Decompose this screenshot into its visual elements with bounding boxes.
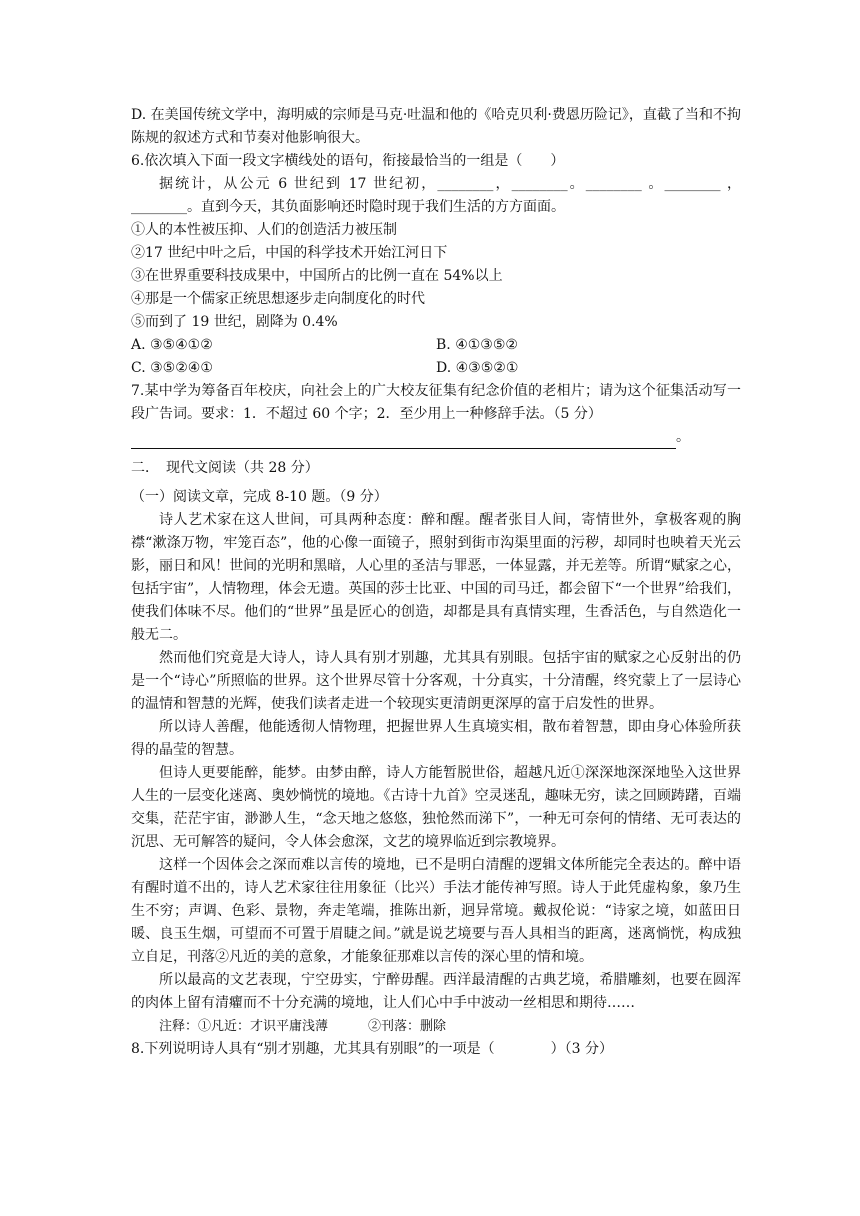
- spacer: [131, 449, 741, 457]
- article-paragraph: 诗人艺术家在这人世间，可具两种态度：醉和醒。醒者张目人间，寄情世外，拿极客观的胸襟“漱涤万物，牢笼百态”，他的心像一面镜子，照射到街市沟渠里面的污秽，却同时也映着天光云影，丽日和风！世间的光明和黑暗，人心里的圣洁与罪恶，一体显露，并无差等。所谓“赋家之心，包括宇宙”，人情物理，体会无遗。英国的莎士比亚、中国的司马迁，都会留下“一个世界”给我们，使我们体味不尽。他们的“世界”虽是匠心的创造，却都是具有真情实理，生香活色，与自然造化一般无二。: [131, 512, 741, 643]
- article-paragraph: 这样一个因体会之深而难以言传的境地，已不是明白清醒的逻辑文体所能完全表达的。醉中语有醒时道不出的，诗人艺术家往往用象征（比兴）手法才能传神写照。诗人于此凭虚构象，象乃生生不穷；声调、色彩、景物，奔走笔端，推陈出新，迥异常境。戴叔伦说：“诗家之境，如蓝田日暖、良玉生烟，可望而不可置于眉睫之间。”就是说艺境要与吾人具相当的距离，迷离惝恍，构成独立自足，刊落②凡近的美的意象，才能象征那难以言传的深心里的情和境。: [131, 857, 741, 965]
- q7-line-end: 。: [676, 429, 690, 445]
- q6-option-d: D. ④③⑤②①: [436, 360, 519, 376]
- q6-option-a: A. ③⑤④①②: [131, 337, 213, 353]
- q6-stem: 据统计，从公元 6 世纪到 17 世纪初，________，________。________ 。________ ，________。直到今天，其负面影响还时隐时现于我们生活的方方面面。: [131, 176, 741, 215]
- q7-answer-line: [131, 426, 741, 449]
- article-paragraph: 所以诗人善醒，他能透彻人情物理，把握世界人生真境实相，散布着智慧，即由身心体验所获得的晶莹的智慧。: [131, 719, 741, 758]
- footnote-1: 注释：①凡近：才识平庸浅薄: [159, 1019, 329, 1034]
- q6-options-row-1: [131, 334, 741, 357]
- q6-item-5: ⑤而到了 19 世纪，剧降为 0.4%: [131, 314, 338, 330]
- q6-item-3: ③在世界重要科技成果中，中国所占的比例一直在 54%以上: [131, 268, 503, 284]
- q6-options-row-2: [131, 357, 741, 380]
- q6-option-b: B. ④①③⑤②: [436, 337, 518, 353]
- footnotes: [131, 1015, 741, 1038]
- article-paragraph: 所以最高的文艺表现，宁空毋实，宁醉毋醒。西洋最清醒的古典艺境，希腊雕刻，也要在圆浑的肉体上留有清癯而不十分充满的境地，让人们心中手中波动一丝相思和期待……: [131, 972, 741, 1011]
- q7-text: 7.某中学为筹备百年校庆，向社会上的广大校友征集有纪念价值的老相片；请为这个征集活动写一段广告词。要求：1．不超过 60 个字；2．至少用上一种修辞手法。（5 分）: [131, 383, 741, 422]
- q6-item-2: ②17 世纪中叶之后，中国的科学技术开始江河日下: [131, 245, 448, 261]
- footnote-2: ②刊落：删除: [368, 1019, 447, 1034]
- q6-title: 6.依次填入下面一段文字横线处的语句，衔接最恰当的一组是（ ）: [131, 153, 565, 169]
- q8-title: 8.下列说明诗人具有“别才别趣，尤其具有别眼”的一项是（ ）（3 分）: [131, 1041, 614, 1057]
- article-paragraph: 但诗人更要能醉，能梦。由梦由醉，诗人方能暂脱世俗，超越凡近①深深地深深地坠入这世界人生的一层变化迷离、奥妙惝恍的境地。《古诗十九首》空灵迷乱，趣味无穷，读之回顾踌躇，百端交集，茫茫宇宙，渺渺人生，“念天地之悠悠，独怆然而涕下”，一种无可奈何的情绪、无可表达的沉思、无可解答的疑问，令人体会愈深，文艺的境界临近到宗教境界。: [131, 765, 741, 850]
- answer-blank-line[interactable]: [131, 432, 676, 449]
- article-paragraph: 然而他们究竟是大诗人，诗人具有别才别趣，尤其具有别眼。包括宇宙的赋家之心反射出的仍是一个“诗心”所照临的世界。这个世界尽管十分客观，十分真实，十分清醒，终究蒙上了一层诗心的温情和智慧的光辉，使我们读者走进一个较现实更清朗更深厚的富于启发性的世界。: [131, 650, 741, 712]
- q6-item-1: ①人的本性被压抑、人们的创造活力被压制: [131, 222, 397, 238]
- section-2-title: 二． 现代文阅读（共 28 分）: [131, 460, 319, 476]
- section-2-subtitle: （一）阅读文章，完成 8-10 题。（9 分）: [131, 489, 388, 505]
- q6-option-c: C. ③⑤②④①: [131, 360, 213, 376]
- q6-item-4: ④那是一个儒家正统思想逐步走向制度化的时代: [131, 291, 425, 307]
- page-content: [131, 104, 741, 1061]
- q5-option-d: D. 在美国传统文学中，海明威的宗师是马克·吐温和他的《哈克贝利·费恩历险记》，直截了当和不拘陈规的叙述方式和节奏对他影响很大。: [131, 107, 741, 146]
